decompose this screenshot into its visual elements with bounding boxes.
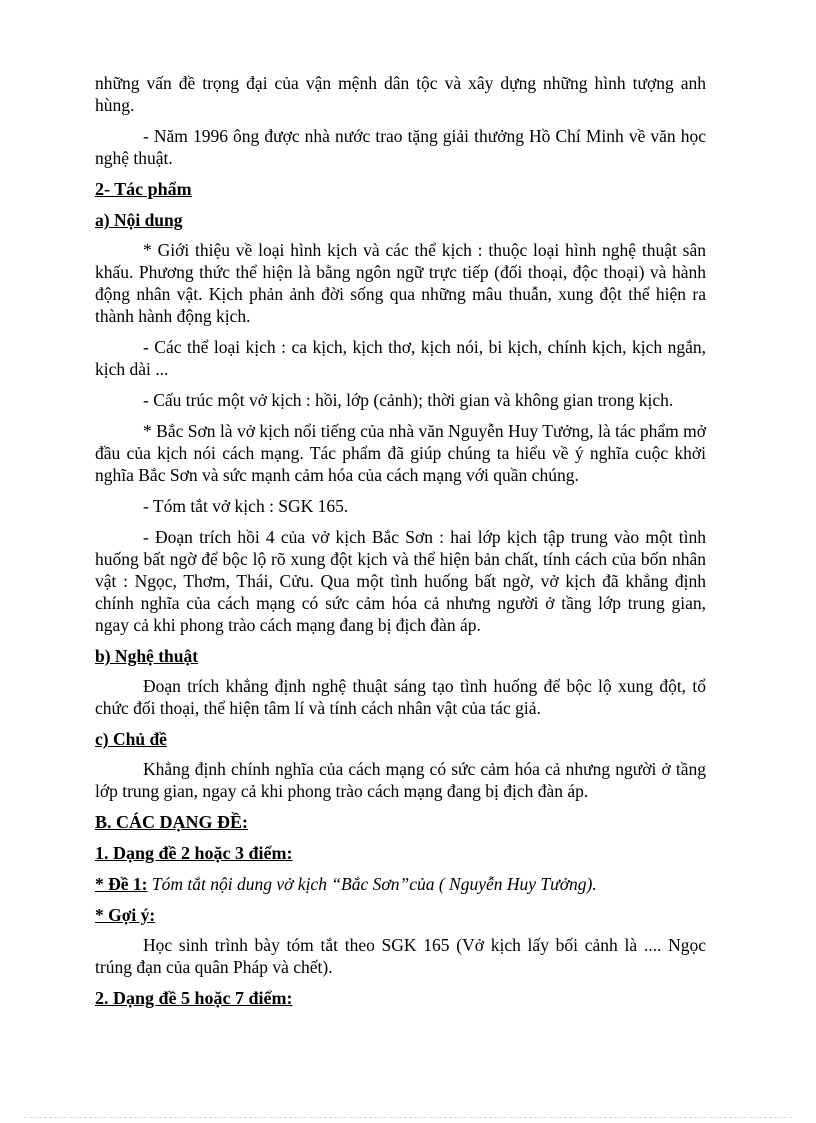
type-1-heading: 1. Dạng đề 2 hoặc 3 điểm: — [95, 843, 293, 863]
hint-text: Học sinh trình bày tóm tắt theo SGK 165 (Vở kịch lấy bối cảnh là .... Ngọc trúng đạn của quân Pháp và chết). — [95, 935, 706, 977]
question-1-label: * Đề 1: — [95, 874, 148, 894]
page-bottom-divider — [24, 1117, 792, 1118]
content-heading: a) Nội dung — [95, 210, 183, 230]
theme-paragraph: Khẳng định chính nghĩa của cách mạng có sức cảm hóa cả nhưng người ở tầng lớp trung gian, ngay cả khi phong trào cách mạng đang bị địch đàn áp. — [95, 759, 706, 801]
hint-label: * Gợi ý: — [95, 905, 156, 925]
art-paragraph: Đoạn trích khẳng định nghệ thuật sáng tạo tình huống để bộc lộ xung đột, tổ chức đối thoại, thể hiện tâm lí và tính cách nhân vật của tác giả. — [95, 676, 706, 718]
intro-paragraph-1: những vấn đề trọng đại của vận mệnh dân tộc và xây dựng những hình tượng anh hùng. — [95, 73, 706, 115]
content-paragraph-4: * Bắc Sơn là vở kịch nổi tiếng của nhà văn Nguyễn Huy Tưởng, là tác phẩm mở đầu của kịch nói cách mạng. Tác phẩm đã giúp chúng ta hiểu về ý nghĩa cuộc khởi nghĩa Bắc Sơn và sức mạnh cảm hóa của cách mạng với quần chúng. — [95, 421, 706, 485]
type-2-heading: 2. Dạng đề 5 hoặc 7 điểm: — [95, 988, 293, 1008]
document-page — [95, 72, 706, 1018]
question-1-text: Tóm tắt nội dung vở kịch “Bắc Sơn”của ( Nguyễn Huy Tưởng). — [151, 874, 597, 894]
content-paragraph-3: - Cấu trúc một vở kịch : hồi, lớp (cảnh); thời gian và không gian trong kịch. — [143, 390, 674, 410]
content-paragraph-2: - Các thể loại kịch : ca kịch, kịch thơ, kịch nói, bi kịch, chính kịch, kịch ngắn, kịch dài ... — [95, 337, 706, 379]
question-1 — [95, 873, 706, 895]
content-paragraph-5: - Tóm tắt vở kịch : SGK 165. — [143, 496, 349, 516]
intro-paragraph-2: - Năm 1996 ông được nhà nước trao tặng giải thưởng Hồ Chí Minh về văn học nghệ thuật. — [95, 126, 706, 168]
theme-heading: c) Chủ đề — [95, 729, 167, 749]
art-heading: b) Nghệ thuật — [95, 646, 199, 666]
content-paragraph-6: - Đoạn trích hồi 4 của vở kịch Bắc Sơn : hai lớp kịch tập trung vào một tình huống bất ngờ để bộc lộ rõ xung đột kịch và thể hiện bản chất, tính cách của bốn nhân vật : Ngọc, Thơm, Thái, Cửu. Qua một tình huống bất ngờ, vở kịch đã khẳng định chính nghĩa của cách mạng có sức cảm hóa cả nhưng người ở tầng lớp trung gian, ngay cả khi phong trào cách mạng đang bị địch đàn áp. — [95, 527, 706, 635]
content-paragraph-1: * Giới thiệu về loại hình kịch và các thể kịch : thuộc loại hình nghệ thuật sân khấu. Phương thức thể hiện là bằng ngôn ngữ trực tiếp (đối thoại, độc thoại) và hành động nhân vật. Kịch phản ảnh đời sống qua những mâu thuẫn, xung đột thể hiện ra thành hành động kịch. — [95, 240, 706, 326]
section-2-title: 2- Tác phẩm — [95, 179, 192, 199]
section-b-title: B. CÁC DẠNG ĐỀ: — [95, 812, 248, 832]
